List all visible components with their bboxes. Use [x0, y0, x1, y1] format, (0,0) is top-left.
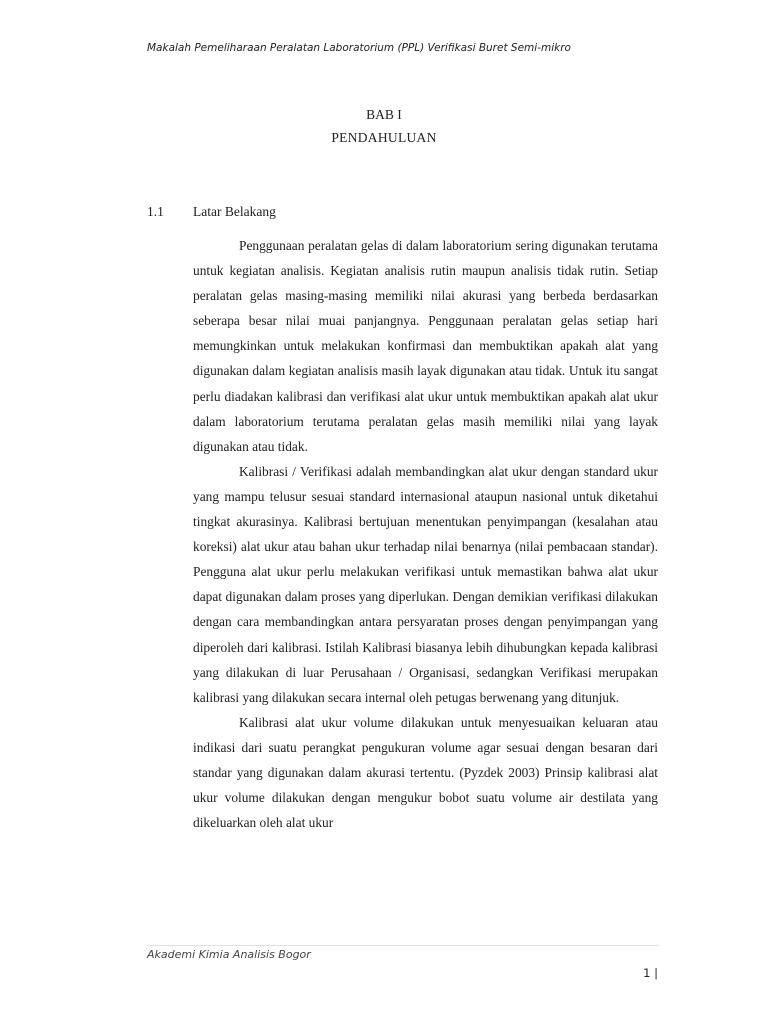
body-text [193, 233, 658, 835]
paragraph-1: Penggunaan peralatan gelas di dalam laboratorium sering digunakan terutama untuk kegiatan analisis. Kegiatan analisis rutin maupun analisis tidak rutin. Setiap peralatan gelas masing-masing memiliki nilai akurasi yang berbeda berdasarkan seberapa besar nilai muai panjangnya. Penggunaan peralatan gelas setiap hari memungkinkan untuk melakukan konfirmasi dan membuktikan apakah alat yang digunakan dalam kegiatan analisis masih layak digunakan atau tidak. Untuk itu sangat perlu diadakan kalibrasi dan verifikasi alat ukur untuk membuktikan apakah alat ukur dalam laboratorium terutama peralatan gelas masih memiliki nilai yang layak digunakan atau tidak. [193, 238, 658, 454]
running-header: Makalah Pemeliharaan Peralatan Laboratorium (PPL) Verifikasi Buret Semi-mikro [147, 42, 571, 54]
footer-institution: Akademi Kimia Analisis Bogor [147, 948, 311, 961]
paragraph-3: Kalibrasi alat ukur volume dilakukan untuk menyesuaikan keluaran atau indikasi dari suatu perangkat pengukuran volume agar sesuai dengan besaran dari standar yang digunakan dalam akurasi tertentu. (Pyzdek 2003) Prinsip kalibrasi alat ukur volume dilakukan dengan mengukur bobot suatu volume air destilata yang dikeluarkan oleh alat ukur [193, 714, 658, 831]
chapter-title: PENDAHULUAN [331, 130, 437, 145]
chapter-number: BAB I [366, 107, 402, 122]
page-number: 1 | [643, 966, 658, 980]
footer-divider [147, 945, 658, 946]
section-title: Latar Belakang [193, 204, 276, 219]
paragraph-2: Kalibrasi / Verifikasi adalah membandingkan alat ukur dengan standard ukur yang mampu telusur sesuai standard internasional ataupun nasional untuk diketahui tingkat akurasinya. Kalibrasi bertujuan menentukan penyimpangan (kesalahan atau koreksi) alat ukur atau bahan ukur terhadap nilai benarnya (nilai pembacaan standar). Pengguna alat ukur perlu melakukan verifikasi untuk memastikan bahwa alat ukur dapat digunakan dalam proses yang diperlukan. Dengan demikian verifikasi dilakukan dengan cara membandingkan antara persyaratan proses dengan penyimpangan yang diperoleh dari kalibrasi. Istilah Kalibrasi biasanya lebih dihubungkan kepada kalibrasi yang dilakukan di luar Perusahaan / Organisasi, sedangkan Verifikasi merupakan kalibrasi yang dilakukan secara internal oleh petugas berwenang yang ditunjuk. [193, 463, 658, 705]
section-heading [147, 204, 276, 220]
section-number: 1.1 [147, 204, 164, 219]
